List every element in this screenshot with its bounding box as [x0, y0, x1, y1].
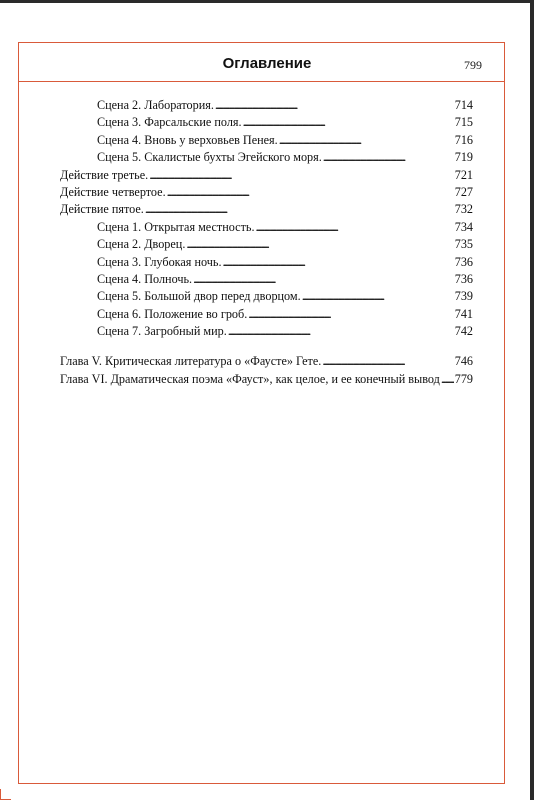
toc-leader-dots [186, 236, 453, 253]
toc-entry-page: 734 [454, 219, 473, 234]
toc-entry-title: Сцена 7. Загробный мир. [97, 324, 227, 339]
toc-entry-page: 739 [454, 289, 473, 304]
toc-entry-title: Действие пятое. [60, 202, 144, 217]
toc-entry [60, 184, 473, 201]
toc-entry [60, 288, 473, 305]
toc-entry-title: Сцена 6. Положение во гроб. [97, 306, 248, 321]
scan-edge-top [0, 0, 534, 3]
toc-entry [60, 97, 473, 114]
toc-entry [60, 167, 473, 184]
toc-leader-dots [302, 288, 454, 305]
toc-leader-dots [279, 132, 454, 149]
toc-entry-page: 746 [454, 354, 473, 369]
toc-entry-page: 721 [454, 167, 473, 182]
toc-entry-page: 735 [454, 237, 473, 252]
page-number: 799 [464, 58, 482, 72]
toc-entry-page: 741 [454, 306, 473, 321]
toc-entry-title: Сцена 3. Фарсальские поля. [97, 115, 242, 130]
toc-leader-dots [322, 353, 453, 370]
toc-entry-page: 742 [454, 324, 473, 339]
toc-leader-dots [215, 97, 454, 114]
toc-leader-dots [323, 149, 454, 166]
toc-entry-title: Глава VI. Драматическая поэма «Фауст», как целое, и ее конечный вывод [60, 371, 440, 386]
toc-entry [60, 371, 473, 388]
toc-entry-page: 732 [454, 202, 473, 217]
toc-leader-dots [145, 201, 454, 218]
toc-entry-page: 779 [454, 371, 473, 386]
toc-entry-page: 716 [454, 132, 473, 147]
toc-leader-dots [167, 184, 454, 201]
toc-entry-title: Сцена 1. Открытая местность. [97, 219, 255, 234]
toc-entry-page: 715 [454, 115, 473, 130]
toc-entry-title: Сцена 4. Вновь у верховьев Пенея. [97, 132, 278, 147]
toc-entry-page: 714 [454, 98, 473, 112]
toc-entry [60, 254, 473, 271]
toc-entry-page: 727 [454, 184, 473, 199]
toc-entry-title: Сцена 4. Полночь. [97, 271, 193, 286]
toc-entry-title: Глава V. Критическая литература о «Фаусте» Гете. [60, 354, 322, 369]
toc-entry [60, 132, 473, 149]
scan-edge-right [530, 0, 534, 800]
toc-leader-dots [441, 371, 454, 388]
toc-entry-title: Действие четвертое. [60, 184, 166, 199]
table-of-contents [60, 97, 473, 388]
toc-entry [60, 306, 473, 323]
toc-entry-title: Сцена 5. Большой двор перед дворцом. [97, 289, 301, 304]
toc-entry [60, 353, 473, 370]
toc-leader-dots [223, 254, 454, 271]
toc-entry-page: 719 [454, 150, 473, 165]
toc-entry [60, 323, 473, 340]
toc-entry-title: Сцена 2. Дворец. [97, 237, 186, 252]
toc-entry [60, 114, 473, 131]
toc-leader-dots [256, 219, 454, 236]
header-rule [18, 81, 505, 82]
toc-leader-dots [193, 271, 454, 288]
toc-leader-dots [248, 306, 453, 323]
toc-entry-page: 736 [454, 254, 473, 269]
toc-entry-page: 736 [454, 271, 473, 286]
toc-entry [60, 149, 473, 166]
toc-entry [60, 271, 473, 288]
toc-entry [60, 201, 473, 218]
toc-leader-dots [149, 167, 454, 184]
toc-entry-title: Сцена 5. Скалистые бухты Эгейского моря. [97, 150, 322, 165]
toc-entry-title: Сцена 2. Лаборатория. [97, 98, 214, 112]
toc-leader-dots [243, 114, 454, 131]
toc-entry [60, 236, 473, 253]
toc-entry-title: Действие третье. [60, 167, 149, 182]
toc-leader-dots [228, 323, 454, 340]
page-title: Оглавление [222, 55, 312, 72]
toc-entry [60, 219, 473, 236]
toc-entry-title: Сцена 3. Глубокая ночь. [97, 254, 222, 269]
crop-mark [0, 789, 11, 800]
